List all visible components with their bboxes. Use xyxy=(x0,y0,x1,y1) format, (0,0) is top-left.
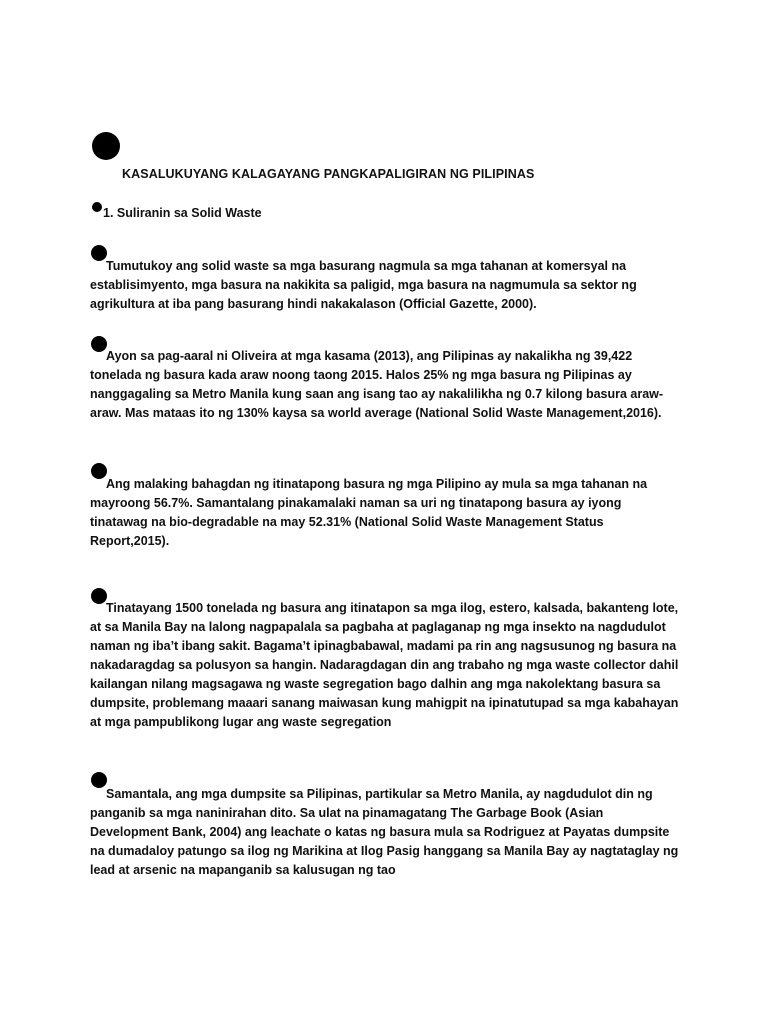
section-bullet-icon xyxy=(92,202,102,212)
paragraph-3: Ang malaking bahagdan ng itinatapong basura ng mga Pilipino ay mula sa mga tahanan na mayroong 56.7%. Samantalang pinakamalaki naman sa uri ng tinatapong basura ay iyong tinatawag na bio-degradable na may 52.31% (National Solid Waste Management Status Report,2015). xyxy=(90,477,648,548)
paragraph-1: Tumutukoy ang solid waste sa mga basurang nagmula sa mga tahanan at komersyal na establisimyento, mga basura na nakikita sa paligid, mga basura na nagmumula sa sektor ng agrikultura at iba pang basurang hindi nakakalason (Official Gazette, 2000). xyxy=(90,259,637,311)
paragraph-2: Ayon sa pag-aaral ni Oliveira at mga kasama (2013), ang Pilipinas ay nakalikha ng 39,422 tonelada ng basura kada araw noong taong 2015. Halos 25% ng mga basura ng Pilipinas ay nanggagaling sa Metro Manila kung saan ang isang tao ay nakalilikha ng 0.7 kilong basura araw-araw. Mas mataas ito ng 130% kaysa sa world average (National Solid Waste Management,2016). xyxy=(90,349,664,420)
title-bullet-icon xyxy=(92,132,120,160)
section-heading: 1. Suliranin sa Solid Waste xyxy=(103,206,262,220)
paragraph-5: Samantala, ang mga dumpsite sa Pilipinas, partikular sa Metro Manila, ay nagdudulot din ng panganib sa mga naninirahan dito. Sa ulat na pinamagatang The Garbage Book (Asian Development Bank, 2004) ang leachate o katas ng basura mula sa Rodriguez at Payatas dumpsite na dumadaloy patungo sa ilog ng Marikina at Ilog Pasig hanggang sa Manila Bay ay nagtataglay ng lead at arsenic na mapanganib sa kalusugan ng tao xyxy=(90,787,679,877)
document-title: KASALUKUYANG KALAGAYANG PANGKAPALIGIRAN NG PILIPINAS xyxy=(122,167,535,181)
paragraph-4: Tinatayang 1500 tonelada ng basura ang itinatapon sa mga ilog, estero, kalsada, bakanteng lote, at sa Manila Bay na lalong nagpapalala sa pagbaha at paglaganap ng mga insekto na nagdudulot naman ng iba’t ibang sakit. Bagama’t ipinagbabawal, madami pa rin ang nagsusunog ng basura na nakadaragdag sa polusyon sa hangin. Nadaragdagan din ang trabaho ng mga waste collector dahil kailangan nilang magsagawa ng waste segregation bago dalhin ang mga nakolektang basura sa dumpsite, problemang maaari sanang maiwasan kung mahigpit na ipinatutupad sa mga kabahayan at mga pampublikong lugar ang waste segregation xyxy=(90,601,679,729)
